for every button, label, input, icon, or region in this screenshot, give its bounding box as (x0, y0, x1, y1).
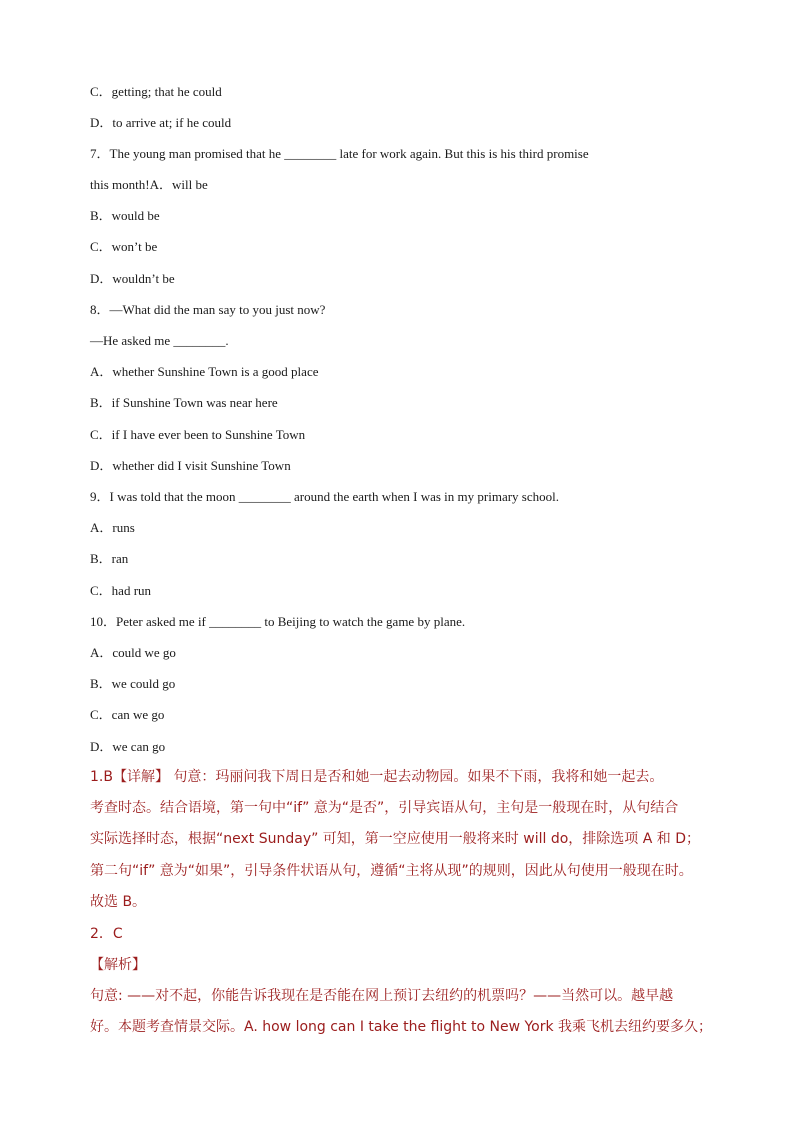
option-line: C．won’t be (90, 239, 158, 254)
question-line: 9．I was told that the moon ________ around the earth when I was in my primary school. (90, 489, 559, 504)
question-line: —He asked me ________. (90, 333, 229, 348)
answer-line: 第二句“if” 意为“如果”，引导条件状语从句，遵循“主将从现”的规则，因此从句使用一般现在时。 (90, 863, 693, 879)
question-line: this month!A．will be (90, 177, 208, 192)
answer-heading: 【解析】 (90, 957, 146, 973)
answer-line: 1.B【详解】 句意：玛丽问我下周日是否和她一起去动物园。如果不下雨，我将和她一起去。 (90, 769, 664, 785)
answer-line: 2．C (90, 926, 123, 942)
option-line: C．had run (90, 583, 152, 598)
option-line: B．we could go (90, 676, 176, 691)
question-line: 7．The young man promised that he ________ late for work again. But this is his third promise (90, 146, 589, 161)
option-line: A．whether Sunshine Town is a good place (90, 364, 319, 379)
answer-line: 考查时态。结合语境，第一句中“if” 意为“是否”，引导宾语从句，主句是一般现在时，从句结合 (90, 800, 679, 816)
answer-line: 实际选择时态，根据“next Sunday” 可知，第一空应使用一般将来时 will do，排除选项 A 和 D； (90, 831, 700, 847)
question-line: 8．—What did the man say to you just now? (90, 302, 326, 317)
option-line: D．whether did I visit Sunshine Town (90, 458, 291, 473)
option-line: B．if Sunshine Town was near here (90, 395, 278, 410)
option-line: D．we can go (90, 739, 166, 754)
answer-line: 句意: ——对不起，你能告诉我现在是否能在网上预订去纽约的机票吗？——当然可以。越早越 (90, 988, 674, 1004)
option-line: A．could we go (90, 645, 176, 660)
option-line: C．if I have ever been to Sunshine Town (90, 427, 306, 442)
answer-line: 故选 B。 (90, 894, 147, 910)
answer-line: 好。本题考查情景交际。A. how long can I take the flight to New York 我乘飞机去纽约要多久； (90, 1019, 713, 1035)
option-line: B．would be (90, 208, 160, 223)
option-line: B．ran (90, 551, 129, 566)
option-line: C．getting; that he could (90, 84, 222, 99)
option-line: D．wouldn’t be (90, 271, 175, 286)
option-line: D．to arrive at; if he could (90, 115, 232, 130)
question-line: 10．Peter asked me if ________ to Beijing to watch the game by plane. (90, 614, 466, 629)
option-line: C．can we go (90, 707, 165, 722)
option-line: A．runs (90, 520, 135, 535)
